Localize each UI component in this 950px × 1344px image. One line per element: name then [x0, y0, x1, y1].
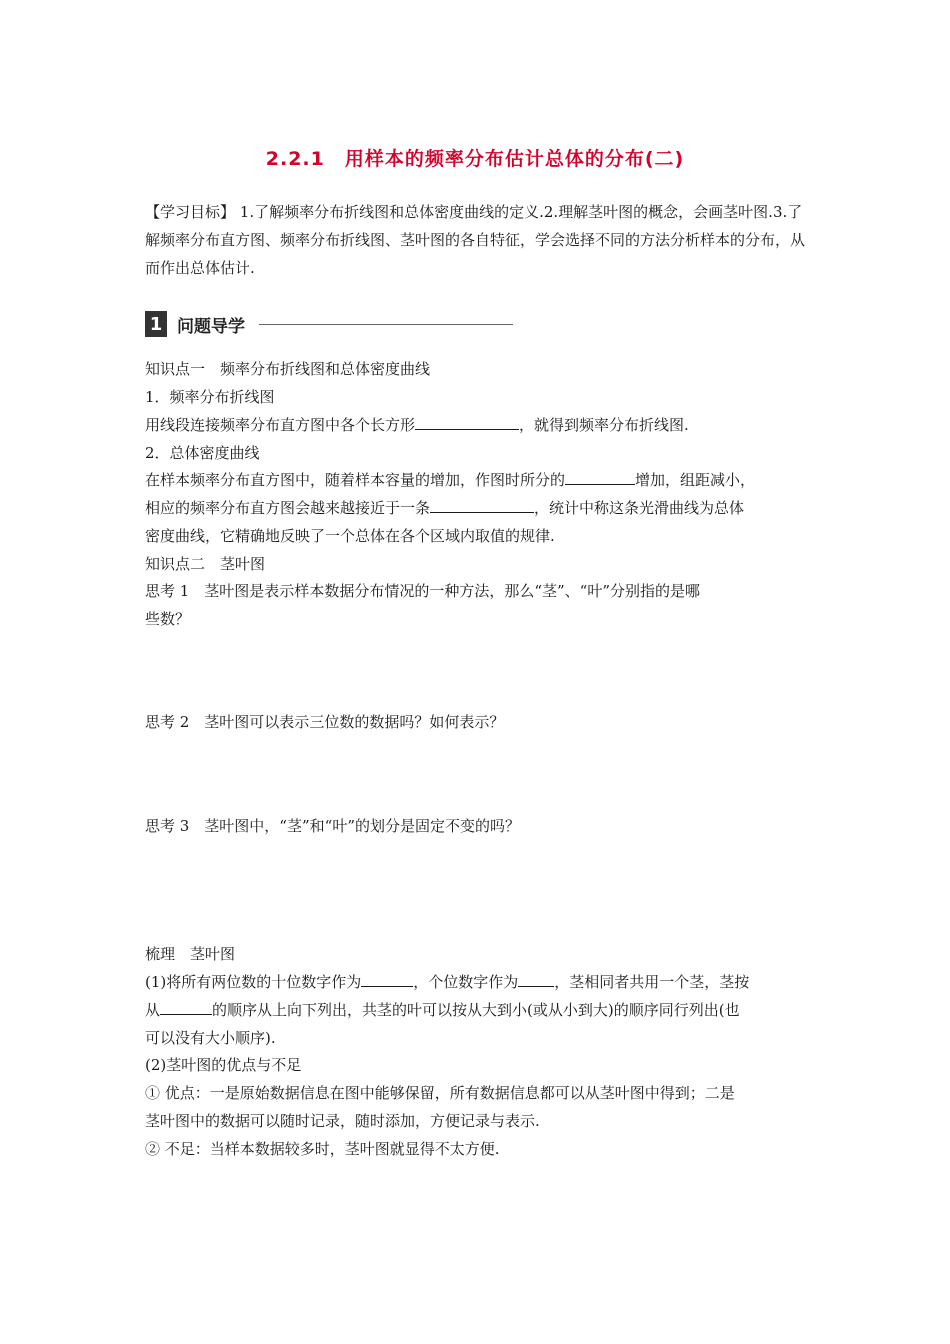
summary-p3: 可以没有大小顺序).: [145, 1029, 276, 1047]
kp1-line3: 相应的频率分布直方图会越来越接近于一条 ，统计中称这条光滑曲线为总体: [145, 494, 813, 522]
summary-p5: ① 优点：一是原始数据信息在图中能够保留，所有数据信息都可以从茎叶图中得到；二是: [145, 1084, 735, 1102]
kp1-line4: 密度曲线，它精确地反映了一个总体在各个区域内取值的规律.: [145, 527, 555, 545]
think2: 思考 2 茎叶图可以表示三位数的数据吗？如何表示？: [145, 713, 505, 731]
think1-line1: 思考 1 茎叶图是表示样本数据分布情况的一种方法，那么“茎”、“叶”分别指的是哪: [145, 582, 700, 600]
fill-blank[interactable]: [415, 413, 519, 430]
objectives-label: 【学习目标】: [145, 203, 236, 221]
fill-blank[interactable]: [361, 970, 413, 987]
kp1-sub2: 2．总体密度曲线: [145, 444, 260, 462]
kp1-sub1: 1．频率分布折线图: [145, 388, 275, 406]
section-number: 1: [145, 311, 167, 337]
learning-objectives: [145, 198, 813, 282]
think3: 思考 3 茎叶图中，“茎”和“叶”的划分是固定不变的吗？: [145, 817, 520, 835]
fill-blank[interactable]: [430, 496, 534, 513]
section-header: [145, 311, 513, 337]
summary-p4: (2)茎叶图的优点与不足: [145, 1056, 302, 1074]
summary-p2: 从 的顺序从上向下列出，共茎的叶可以按从大到小(或从小到大)的顺序同行列出(也: [145, 996, 813, 1024]
objectives-text: 1.了解频率分布折线图和总体密度曲线的定义.2.理解茎叶图的概念，会画茎叶图.3.了解频率分布直方图、频率分布折线图、茎叶图的各自特征，学会选择不同的方法分析样本的分布，从而作出总体估计.: [145, 203, 806, 277]
fill-blank[interactable]: [565, 468, 635, 485]
summary-p1: (1)将所有两位数的十位数字作为 ，个位数字作为 ，茎相同者共用一个茎，茎按: [145, 968, 813, 996]
section-divider: [259, 324, 513, 325]
kp1-heading: 知识点一 频率分布折线图和总体密度曲线: [145, 360, 431, 378]
kp1-line1: 用线段连接频率分布直方图中各个长方形 ，就得到频率分布折线图.: [145, 411, 813, 439]
summary-p6: 茎叶图中的数据可以随时记录，随时添加，方便记录与表示.: [145, 1112, 540, 1130]
kp1-line2: 在样本频率分布直方图中，随着样本容量的增加，作图时所分的 增加，组距减小，: [145, 466, 813, 494]
kp2-heading: 知识点二 茎叶图: [145, 555, 266, 573]
page-title: 2.2.1 用样本的频率分布估计总体的分布(二): [265, 148, 685, 170]
summary-p7: ② 不足：当样本数据较多时，茎叶图就显得不太方便.: [145, 1140, 500, 1158]
fill-blank[interactable]: [160, 998, 212, 1015]
summary-heading: 梳理 茎叶图: [145, 945, 236, 963]
fill-blank[interactable]: [518, 970, 554, 987]
section-title: 问题导学: [177, 316, 245, 337]
think1-line2: 些数？: [145, 610, 191, 628]
